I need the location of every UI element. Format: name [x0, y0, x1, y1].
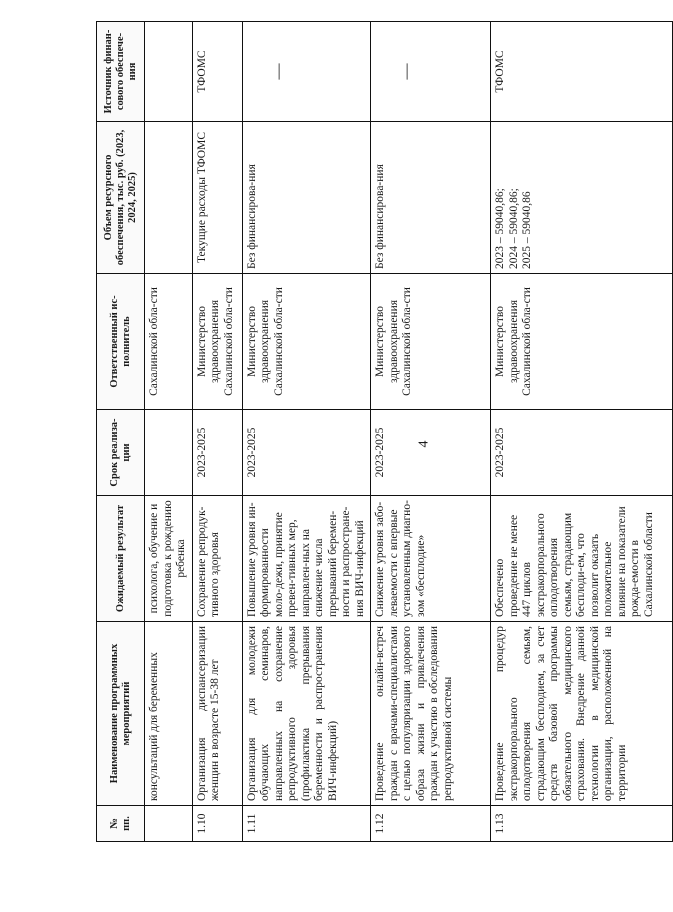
cell-source	[371, 22, 491, 122]
volume-line: 2023 – 59040,86;	[494, 188, 506, 269]
cell-result: Сохранение репродук-тивного здоровья	[192, 496, 242, 622]
header-result: Ожидаемый результат	[97, 496, 145, 622]
table-row	[242, 22, 371, 842]
cell-volume: Без финансирова-ния	[371, 122, 491, 274]
cell-term: 2023-2025	[192, 410, 242, 496]
cell-term: 2023-2025	[491, 410, 673, 496]
cell-volume	[491, 122, 673, 274]
header-executor: Ответственный ис-полнитель	[97, 274, 145, 410]
cell-name: Организация для молодежи обучающих семинаров, направленных на сохранение репродуктивного здоровья (профилактика прерывания беременности и распространения ВИЧ-инфекций)	[242, 622, 371, 806]
page-number: 4	[416, 440, 432, 448]
volume-line: 2025 – 59040,86	[521, 191, 533, 269]
cell-executor: Министерство здравоохранения Сахалинской обла-сти	[491, 274, 673, 410]
cell-executor: Министерство здравоохранения Сахалинской обла-сти	[371, 274, 491, 410]
cell-term: 2023-2025	[242, 410, 371, 496]
dash-mark: —	[398, 63, 415, 80]
table-row	[145, 22, 193, 842]
cell-volume: Текущие расходы ТФОМС	[192, 122, 242, 274]
table-header-row	[97, 22, 145, 842]
cell-result: психолога, обучение и подготовка к рождению ребенка	[145, 496, 193, 622]
header-name: Наименование программных мероприятий	[97, 622, 145, 806]
cell-volume	[145, 122, 193, 274]
cell-result: Обеспечено проведение не менее 447 циклов экстракорпорального оплодотворения семьям, страдающим бесплоди-ем, что позволит оказать положительное влияние на показатели рожда-емости в Сахалинской области	[491, 496, 673, 622]
cell-source	[145, 22, 193, 122]
cell-term: 2023-2025	[371, 410, 491, 496]
cell-name: Организация диспансеризации женщин в возрасте 15-38 лет	[192, 622, 242, 806]
cell-executor: Сахалинской обла-сти	[145, 274, 193, 410]
cell-executor: Министерство здравоохранения Сахалинской обла-сти	[242, 274, 371, 410]
cell-result: Снижение уровня забо-леваемости с впервые установленным диагно-зом «бесплодие»	[371, 496, 491, 622]
cell-name: Проведение процедур экстракорпорального оплодотворения семьям, страдающим бесплодием, за счет средств базовой программы обязательного медицинского страхования. Внедрение данной технологии в медицинской организации, расположенной на территории	[491, 622, 673, 806]
cell-num: 1.10	[192, 806, 242, 842]
cell-num: 1.13	[491, 806, 673, 842]
table-row	[192, 22, 242, 842]
cell-executor: Министерство здравоохранения Сахалинской обла-сти	[192, 274, 242, 410]
table-row	[371, 22, 491, 842]
cell-num: 1.11	[242, 806, 371, 842]
cell-source	[242, 22, 371, 122]
program-table-container	[96, 22, 655, 842]
cell-num: 1.12	[371, 806, 491, 842]
cell-volume: Без финансирова-ния	[242, 122, 371, 274]
table-row	[491, 22, 673, 842]
cell-num	[145, 806, 193, 842]
volume-line: 2024 – 59040,86;	[507, 188, 520, 269]
cell-source: ТФОМС	[491, 22, 673, 122]
cell-name: Проведение онлайн-встреч граждан с врачами-специалистами с целью популяризации здорового образа жизни и привлечения граждан к участию в обследовании репродуктивной системы	[371, 622, 491, 806]
cell-term	[145, 410, 193, 496]
header-num: № пп.	[97, 806, 145, 842]
cell-name: консультаций для беременных	[145, 622, 193, 806]
header-volume: Объем ресурсного обеспечения, тыс. руб. (2023, 2024, 2025)	[97, 122, 145, 274]
cell-result: Повышение уровня ин-формированности моло-дежи, принятие превен-тивных мер, направлен-ных на снижение числа прерываний беремен-ности и распростране-ния ВИЧ-инфекций	[242, 496, 371, 622]
cell-source: ТФОМС	[192, 22, 242, 122]
header-term: Срок реализа-ции	[97, 410, 145, 496]
header-source: Источник финан-сового обеспече-ния	[97, 22, 145, 122]
dash-mark: —	[269, 63, 287, 80]
program-table	[96, 21, 673, 842]
